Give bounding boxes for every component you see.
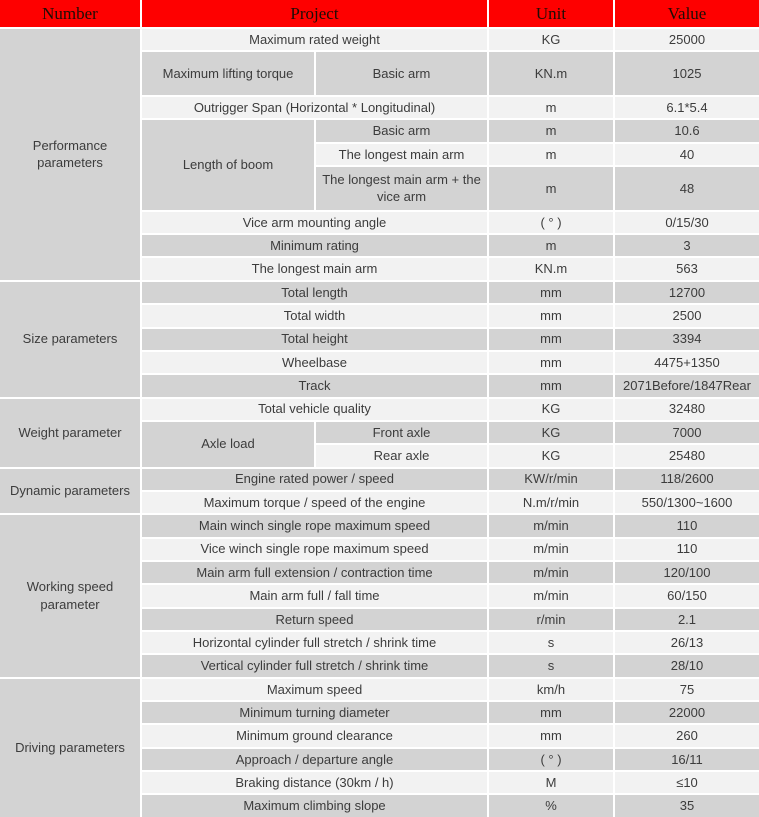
value-cell: 26/13 — [615, 632, 759, 653]
value-cell: 2.1 — [615, 609, 759, 630]
project-cell: The longest main arm — [316, 144, 487, 165]
value-cell: 110 — [615, 515, 759, 536]
project-cell: Vice winch single rope maximum speed — [142, 539, 487, 560]
spec-table-body — [0, 29, 759, 817]
table-row — [0, 29, 759, 50]
value-cell: ≤10 — [615, 772, 759, 793]
category-cell: Size parameters — [0, 282, 140, 397]
value-cell: 16/11 — [615, 749, 759, 770]
unit-cell: ( ° ) — [489, 212, 613, 233]
value-cell: 3394 — [615, 329, 759, 350]
table-row — [0, 469, 759, 490]
project-cell: Rear axle — [316, 445, 487, 466]
value-cell: 40 — [615, 144, 759, 165]
table-row — [0, 679, 759, 700]
project-cell: Horizontal cylinder full stretch / shrink time — [142, 632, 487, 653]
unit-cell: mm — [489, 375, 613, 396]
value-cell: 75 — [615, 679, 759, 700]
unit-cell: KG — [489, 399, 613, 420]
unit-cell: s — [489, 632, 613, 653]
project-cell: Outrigger Span (Horizontal * Longitudinal) — [142, 97, 487, 118]
header-row — [0, 0, 759, 27]
unit-cell: mm — [489, 305, 613, 326]
unit-cell: km/h — [489, 679, 613, 700]
project-cell: Return speed — [142, 609, 487, 630]
value-cell: 2500 — [615, 305, 759, 326]
project-cell: Basic arm — [316, 120, 487, 141]
category-cell: Dynamic parameters — [0, 469, 140, 514]
table-row — [0, 399, 759, 420]
category-cell: Working speed parameter — [0, 515, 140, 676]
project-cell: Minimum ground clearance — [142, 725, 487, 746]
project-cell: Total height — [142, 329, 487, 350]
project-cell: Braking distance (30km / h) — [142, 772, 487, 793]
value-cell: 25480 — [615, 445, 759, 466]
value-cell: 12700 — [615, 282, 759, 303]
project-cell: Approach / departure angle — [142, 749, 487, 770]
col-header-value: Value — [615, 0, 759, 27]
value-cell: 1025 — [615, 52, 759, 95]
category-cell: Weight parameter — [0, 399, 140, 467]
unit-cell: m/min — [489, 585, 613, 606]
project-cell: Axle load — [142, 422, 314, 467]
unit-cell: m — [489, 144, 613, 165]
table-row — [0, 515, 759, 536]
project-cell: Main winch single rope maximum speed — [142, 515, 487, 536]
project-cell: Maximum speed — [142, 679, 487, 700]
project-cell: The longest main arm — [142, 258, 487, 279]
unit-cell: mm — [489, 352, 613, 373]
value-cell: 260 — [615, 725, 759, 746]
unit-cell: KG — [489, 422, 613, 443]
value-cell: 28/10 — [615, 655, 759, 676]
project-cell: Total width — [142, 305, 487, 326]
value-cell: 550/1300~1600 — [615, 492, 759, 513]
project-cell: Minimum rating — [142, 235, 487, 256]
category-cell: Performance parameters — [0, 29, 140, 280]
unit-cell: N.m/r/min — [489, 492, 613, 513]
unit-cell: s — [489, 655, 613, 676]
project-cell: Main arm full / fall time — [142, 585, 487, 606]
project-cell: Total vehicle quality — [142, 399, 487, 420]
project-cell: Track — [142, 375, 487, 396]
col-header-number: Number — [0, 0, 140, 27]
spec-table-header — [0, 0, 759, 27]
project-cell: Vice arm mounting angle — [142, 212, 487, 233]
unit-cell: m — [489, 97, 613, 118]
unit-cell: m — [489, 167, 613, 210]
value-cell: 25000 — [615, 29, 759, 50]
project-cell: Maximum rated weight — [142, 29, 487, 50]
unit-cell: mm — [489, 702, 613, 723]
unit-cell: % — [489, 795, 613, 817]
value-cell: 118/2600 — [615, 469, 759, 490]
unit-cell: r/min — [489, 609, 613, 630]
project-cell: Minimum turning diameter — [142, 702, 487, 723]
value-cell: 2071Before/1847Rear — [615, 375, 759, 396]
project-cell: Maximum torque / speed of the engine — [142, 492, 487, 513]
project-cell: The longest main arm + the vice arm — [316, 167, 487, 210]
unit-cell: mm — [489, 725, 613, 746]
unit-cell: KN.m — [489, 258, 613, 279]
table-row — [0, 282, 759, 303]
col-header-project: Project — [142, 0, 487, 27]
project-cell: Length of boom — [142, 120, 314, 209]
value-cell: 563 — [615, 258, 759, 279]
unit-cell: m/min — [489, 515, 613, 536]
value-cell: 4475+1350 — [615, 352, 759, 373]
project-cell: Engine rated power / speed — [142, 469, 487, 490]
value-cell: 0/15/30 — [615, 212, 759, 233]
value-cell: 3 — [615, 235, 759, 256]
col-header-unit: Unit — [489, 0, 613, 27]
unit-cell: KG — [489, 445, 613, 466]
project-cell: Wheelbase — [142, 352, 487, 373]
project-cell: Maximum climbing slope — [142, 795, 487, 817]
unit-cell: KG — [489, 29, 613, 50]
project-cell: Front axle — [316, 422, 487, 443]
value-cell: 110 — [615, 539, 759, 560]
unit-cell: m — [489, 120, 613, 141]
project-cell: Basic arm — [316, 52, 487, 95]
unit-cell: M — [489, 772, 613, 793]
value-cell: 6.1*5.4 — [615, 97, 759, 118]
project-cell: Maximum lifting torque — [142, 52, 314, 95]
unit-cell: ( ° ) — [489, 749, 613, 770]
value-cell: 35 — [615, 795, 759, 817]
value-cell: 60/150 — [615, 585, 759, 606]
category-cell: Driving parameters — [0, 679, 140, 817]
value-cell: 7000 — [615, 422, 759, 443]
value-cell: 32480 — [615, 399, 759, 420]
unit-cell: m/min — [489, 539, 613, 560]
value-cell: 120/100 — [615, 562, 759, 583]
unit-cell: mm — [489, 329, 613, 350]
unit-cell: m — [489, 235, 613, 256]
value-cell: 22000 — [615, 702, 759, 723]
project-cell: Vertical cylinder full stretch / shrink time — [142, 655, 487, 676]
value-cell: 48 — [615, 167, 759, 210]
value-cell: 10.6 — [615, 120, 759, 141]
project-cell: Main arm full extension / contraction time — [142, 562, 487, 583]
unit-cell: m/min — [489, 562, 613, 583]
unit-cell: mm — [489, 282, 613, 303]
unit-cell: KW/r/min — [489, 469, 613, 490]
unit-cell: KN.m — [489, 52, 613, 95]
project-cell: Total length — [142, 282, 487, 303]
